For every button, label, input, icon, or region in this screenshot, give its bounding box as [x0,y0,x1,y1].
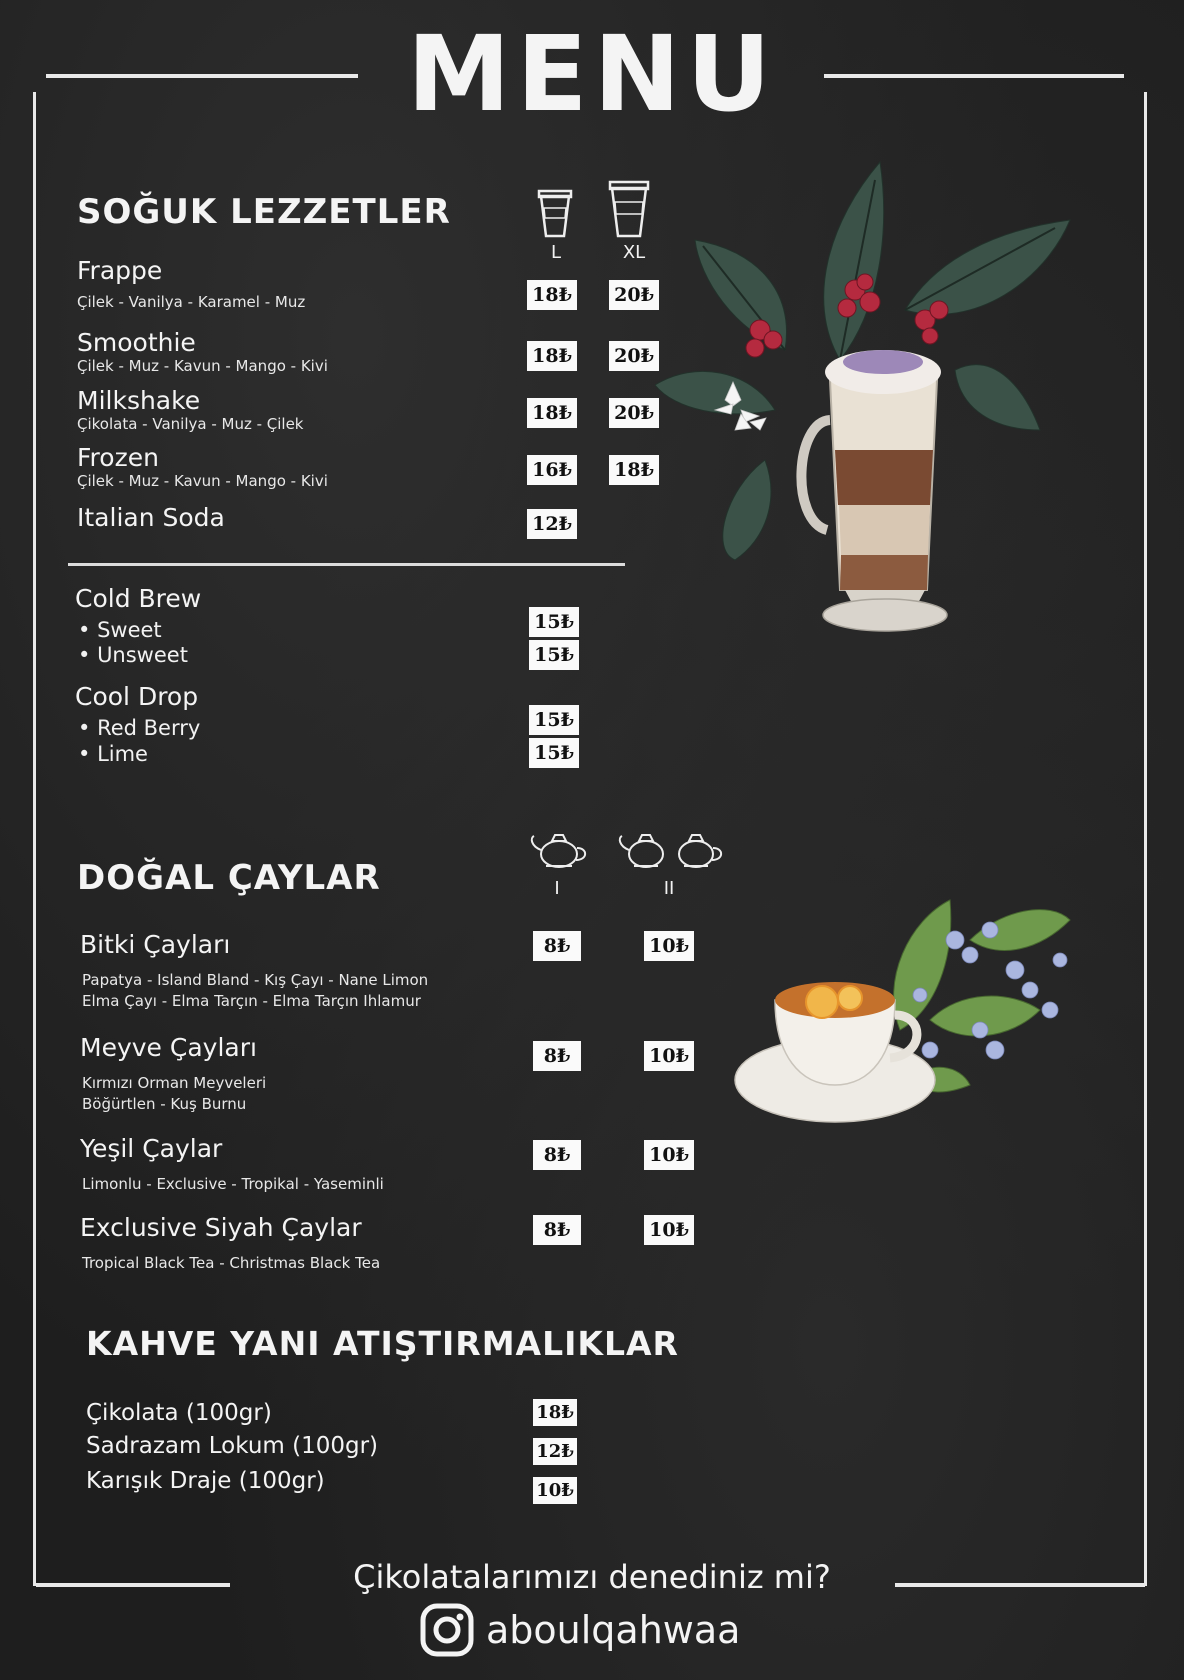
item-karisik-draje: Karışık Draje (100gr) [86,1468,325,1494]
item-bitki-caylari-sub-2: Elma Çayı - Elma Tarçın - Elma Tarçın Ihlamur [82,992,421,1010]
item-yesil-caylar: Yeşil Çaylar [80,1134,223,1163]
col-header-2: II [663,878,675,899]
price-cold-brew-unsweet: 15₺ [529,640,579,670]
price-bitki-caylari-1: 8₺ [533,931,581,961]
item-bitki-caylari-sub-1: Papatya - Island Bland - Kış Çayı - Nane Limon [82,971,429,989]
instagram-handle[interactable] [420,1600,740,1660]
teapot-single-icon [528,826,590,872]
col-header-l: L [550,242,562,263]
item-meyve-caylari: Meyve Çayları [80,1033,257,1062]
price-karisik-draje: 10₺ [533,1477,577,1504]
item-milkshake: Milkshake [77,386,201,415]
price-exclusive-siyah-caylar-2: 10₺ [644,1215,694,1245]
price-meyve-caylari-2: 10₺ [644,1041,694,1071]
price-meyve-caylari-1: 8₺ [533,1041,581,1071]
price-cikolata: 18₺ [533,1399,577,1426]
instagram-handle-text: aboulqahwaa [486,1608,741,1652]
frame-right [1144,92,1147,1586]
section-title-cold: SOĞUK LEZZETLER [77,192,451,232]
item-cikolata: Çikolata (100gr) [86,1400,272,1426]
price-italian-soda-l: 12₺ [527,509,577,539]
item-sadrazam-lokum: Sadrazam Lokum (100gr) [86,1433,379,1459]
price-smoothie-xl: 20₺ [609,341,659,371]
price-exclusive-siyah-caylar-1: 8₺ [533,1215,581,1245]
price-cold-brew-sweet: 15₺ [529,607,579,637]
price-frappe-xl: 20₺ [609,280,659,310]
item-frappe: Frappe [77,256,163,285]
item-exclusive-siyah-caylar: Exclusive Siyah Çaylar [80,1213,362,1242]
col-header-xl: XL [622,242,646,263]
price-yesil-caylar-2: 10₺ [644,1140,694,1170]
item-meyve-caylari-sub-2: Böğürtlen - Kuş Burnu [82,1095,247,1113]
price-cool-drop-red-berry: 15₺ [529,705,579,735]
cool-drop-opt-lime: • Lime [78,742,148,766]
item-meyve-caylari-sub-1: Kırmızı Orman Meyveleri [82,1074,267,1092]
menu-title: MENU [406,13,778,135]
item-yesil-caylar-sub: Limonlu - Exclusive - Tropikal - Yaseminli [82,1175,384,1193]
item-milkshake-sub: Çikolata - Vanilya - Muz - Çilek [77,415,304,433]
instagram-icon [420,1603,474,1657]
item-italian-soda: Italian Soda [77,503,225,532]
item-bitki-caylari: Bitki Çayları [80,930,231,959]
price-frozen-l: 16₺ [527,455,577,485]
footer-tagline: Çikolatalarımızı denediniz mi? [353,1558,831,1596]
frame-left [33,92,36,1586]
item-smoothie-sub: Çilek - Muz - Kavun - Mango - Kivi [77,357,328,375]
item-frozen-sub: Çilek - Muz - Kavun - Mango - Kivi [77,472,328,490]
latte-coffee-branch-illustration [655,160,1075,650]
item-smoothie: Smoothie [77,328,196,357]
price-yesil-caylar-1: 8₺ [533,1140,581,1170]
cold-brew-opt-unsweet: • Unsweet [78,643,188,667]
section-title-snacks: KAHVE YANI ATIŞTIRMALIKLAR [86,1324,679,1363]
item-frappe-sub: Çilek - Vanilya - Karamel - Muz [77,293,306,311]
price-frozen-xl: 18₺ [609,455,659,485]
item-exclusive-siyah-caylar-sub: Tropical Black Tea - Christmas Black Tea [82,1254,381,1272]
cup-large-icon [606,176,652,240]
price-bitki-caylari-2: 10₺ [644,931,694,961]
price-sadrazam-lokum: 12₺ [533,1438,577,1465]
price-milkshake-xl: 20₺ [609,398,659,428]
cool-drop-opt-red-berry: • Red Berry [78,716,201,740]
tea-cup-flowers-illustration [730,880,1090,1150]
cold-brew-opt-sweet: • Sweet [78,618,162,642]
section-title-tea: DOĞAL ÇAYLAR [77,858,381,898]
price-frappe-l: 18₺ [527,280,577,310]
teapot-double-icon [616,826,728,872]
col-header-1: I [554,878,560,899]
price-cool-drop-lime: 15₺ [529,738,579,768]
cup-small-icon [536,186,574,240]
item-cool-drop: Cool Drop [75,682,199,711]
price-milkshake-l: 18₺ [527,398,577,428]
item-cold-brew: Cold Brew [75,584,202,613]
section-divider [68,563,625,566]
price-smoothie-l: 18₺ [527,341,577,371]
item-frozen: Frozen [77,443,159,472]
